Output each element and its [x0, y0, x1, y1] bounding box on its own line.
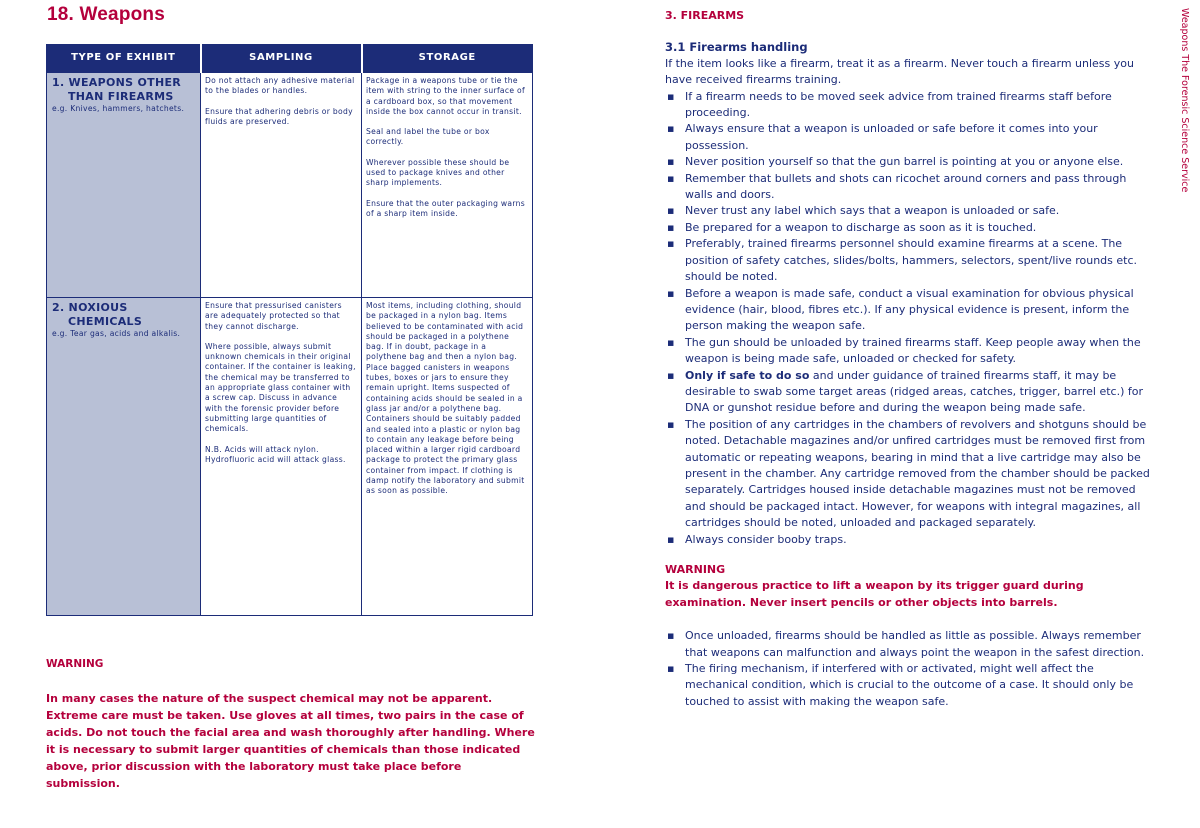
- type-cell-chemicals: [47, 298, 201, 616]
- list-item: [665, 661, 1155, 710]
- list-item: [665, 335, 1155, 368]
- list-item-emphasis: Only if safe to do so: [685, 368, 810, 382]
- sampling-paragraph: Ensure that pressurised canisters are adequately protected so that they cannot discharge.: [205, 301, 342, 331]
- bullet-icon: ▪: [667, 662, 675, 676]
- firearms-warning: [665, 562, 1155, 611]
- list-item: [665, 236, 1155, 285]
- list-item-text: Never position yourself so that the gun barrel is pointing at you or anyone else.: [685, 155, 1124, 169]
- type-name: [52, 301, 196, 329]
- list-item: [665, 121, 1155, 154]
- list-item-text: Before a weapon is made safe, conduct a visual examination for obvious physical evidence (hair, blood, fibres etc.). If any physical evidence is present, inform the person making the weapon safe.: [685, 286, 1134, 333]
- storage-cell-chemicals: [362, 298, 533, 616]
- bullet-icon: ▪: [667, 89, 675, 103]
- table-row: [47, 73, 533, 298]
- storage-paragraph: Wherever possible these should be used to package knives and other sharp implements.: [366, 157, 510, 188]
- list-item-text: Preferably, trained firearms personnel should examine firearms at a scene. The position of safety catches, slides/bolts, hammers, selectors, spent/live rounds etc. should be noted.: [685, 237, 1138, 284]
- column-header-sampling: SAMPLING: [201, 45, 362, 73]
- bullet-icon: ▪: [667, 171, 675, 185]
- type-name-line: CHEMICALS: [68, 315, 143, 328]
- side-tab: Weapons The Forensic Science Service: [1179, 8, 1190, 193]
- list-item-text: Always consider booby traps.: [685, 532, 847, 546]
- list-item: [665, 203, 1155, 219]
- list-item: [665, 368, 1155, 417]
- bullet-icon: ▪: [667, 286, 675, 300]
- bullet-icon: ▪: [667, 204, 675, 218]
- bullet-icon: ▪: [667, 368, 675, 382]
- list-item: [665, 417, 1155, 532]
- storage-paragraph: Most items, including clothing, should be packaged in a nylon bag. Items believed to be contaminated with acid should be packaged in a polythene bag. If in doubt, package in a polythene bag and then a nylon bag. Place bagged canisters in weapons tubes, boxes or jars to ensure they remain upright. Items suspected of containing acids should be sealed in a glass jar and/or a polythene bag. Containers should be suitably padded and sealed into a plastic or nylon bag to contain any leakage before being placed within a larger rigid cardboard package to protect the primary glass container from impact. If clothing is damp notify the laboratory and submit as soon as possible.: [366, 301, 525, 496]
- type-example: e.g. Tear gas, acids and alkalis.: [52, 329, 181, 338]
- list-item-text: Remember that bullets and shots can ricochet around corners and pass through walls and doors.: [685, 171, 1127, 202]
- warning-heading: WARNING: [46, 658, 104, 670]
- sampling-paragraph: Where possible, always submit unknown chemicals in their original container. If the container is leaking, the chemical may be transferred to an appropriate glass container with a screw cap. Discuss in advance with the forensic provider before submitting large quantities of chemicals.: [205, 341, 356, 434]
- chemical-warning: [46, 656, 536, 792]
- section-heading: 3. FIREARMS: [665, 9, 745, 22]
- type-name: [52, 76, 196, 104]
- storage-cell-weapons: [362, 73, 533, 298]
- warning-heading: WARNING: [665, 563, 726, 576]
- type-cell-weapons: [47, 73, 201, 298]
- list-item: [665, 532, 1155, 548]
- list-item: [665, 171, 1155, 204]
- list-item-text: Never trust any label which says that a weapon is unloaded or safe.: [685, 204, 1060, 218]
- table-header-row: [47, 45, 533, 73]
- bullet-icon: ▪: [667, 122, 675, 136]
- bullet-icon: ▪: [667, 532, 675, 546]
- storage-paragraph: Package in a weapons tube or tie the item with string to the inner surface of a cardboard box, so that movement inside the box cannot occur in transit.: [366, 76, 525, 116]
- storage-paragraph: Ensure that the outer packaging warns of a sharp item inside.: [366, 198, 526, 218]
- type-name-line: 2. NOXIOUS: [52, 301, 128, 314]
- sampling-paragraph: Do not attach any adhesive material to the blades or handles.: [205, 76, 355, 96]
- bullet-icon: ▪: [667, 220, 675, 234]
- list-item: [665, 154, 1155, 170]
- firearms-after-unloading-list: [665, 628, 1155, 710]
- storage-paragraph: Seal and label the tube or box correctly.: [366, 127, 490, 147]
- bullet-icon: ▪: [667, 335, 675, 349]
- warning-text: In many cases the nature of the suspect chemical may not be apparent. Extreme care must be taken. Use gloves at all times, two pairs in the case of acids. Do not touch the facial area and wash thoroughly after handling. Where it is necessary to submit larger quantities of chemicals than those indicated above, prior discussion with the laboratory must take place before submission.: [46, 692, 535, 790]
- firearms-handling-list: [665, 89, 1155, 548]
- exhibit-table: [46, 44, 533, 616]
- list-item-text: The position of any cartridges in the chambers of revolvers and shotguns should be noted. Detachable magazines and/or unfired cartridges must be removed first from automatic or repeating weapons, bearing in mind that a live cartridge may also be present in the chamber. Any cartridge removed from the chamber should be packed separately. Cartridges housed inside detachable magazines must not be removed and should be packaged intact. However, for weapons with integral magazines, all cartridges should be noted, unloaded and packaged separately.: [685, 417, 1150, 530]
- list-item: [665, 220, 1155, 236]
- list-item-text: The gun should be unloaded by trained firearms staff. Keep people away when the weapon is being made safe, unloaded or checked for safety.: [685, 335, 1141, 366]
- intro-paragraph: If the item looks like a firearm, treat it as a firearm. Never touch a firearm unless you have received firearms training.: [665, 56, 1134, 87]
- bullet-icon: ▪: [667, 237, 675, 251]
- sampling-paragraph: Ensure that adhering debris or body fluids are preserved.: [205, 106, 353, 126]
- column-header-storage: STORAGE: [362, 45, 533, 73]
- bullet-icon: ▪: [667, 417, 675, 431]
- sampling-cell-weapons: [201, 73, 362, 298]
- warning-text: It is dangerous practice to lift a weapon by its trigger guard during examination. Never insert pencils or other objects into barrels.: [665, 579, 1084, 609]
- sub-heading: 3.1 Firearms handling: [665, 40, 808, 55]
- sampling-paragraph: N.B. Acids will attack nylon. Hydrofluoric acid will attack glass.: [205, 444, 346, 464]
- list-item-text: Always ensure that a weapon is unloaded or safe before it comes into your possession.: [685, 122, 1098, 152]
- list-item: [665, 286, 1155, 335]
- page-title: 18. Weapons: [47, 4, 165, 25]
- list-item-text: and under guidance of trained firearms staff, it may be desirable to swab some target areas (ridged areas, catches, trigger, barrel etc.) for DNA or gunshot residue before and during the weapon being made safe.: [685, 368, 1144, 415]
- type-example: e.g. Knives, hammers, hatchets.: [52, 104, 185, 113]
- type-name-line: 1. WEAPONS OTHER: [52, 76, 182, 89]
- type-name-line: THAN FIREARMS: [68, 90, 174, 103]
- firearms-section: [665, 8, 1155, 710]
- list-item: [665, 628, 1155, 661]
- list-item: [665, 89, 1155, 122]
- list-item-text: Be prepared for a weapon to discharge as soon as it is touched.: [685, 220, 1037, 234]
- table-row: [47, 298, 533, 616]
- list-item-text: If a firearm needs to be moved seek advice from trained firearms staff before proceeding.: [685, 89, 1112, 120]
- bullet-icon: ▪: [667, 155, 675, 169]
- column-header-type: TYPE OF EXHIBIT: [47, 45, 201, 73]
- sampling-cell-chemicals: [201, 298, 362, 616]
- bullet-icon: ▪: [667, 629, 675, 643]
- list-item-text: The firing mechanism, if interfered with or activated, might well affect the mechanical condition, which is crucial to the outcome of a case. It should only be touched to assist with making the weapon safe.: [685, 662, 1134, 708]
- list-item-text: Once unloaded, firearms should be handled as little as possible. Always remember that weapons can malfunction and always point the weapon in the safest direction.: [685, 629, 1145, 659]
